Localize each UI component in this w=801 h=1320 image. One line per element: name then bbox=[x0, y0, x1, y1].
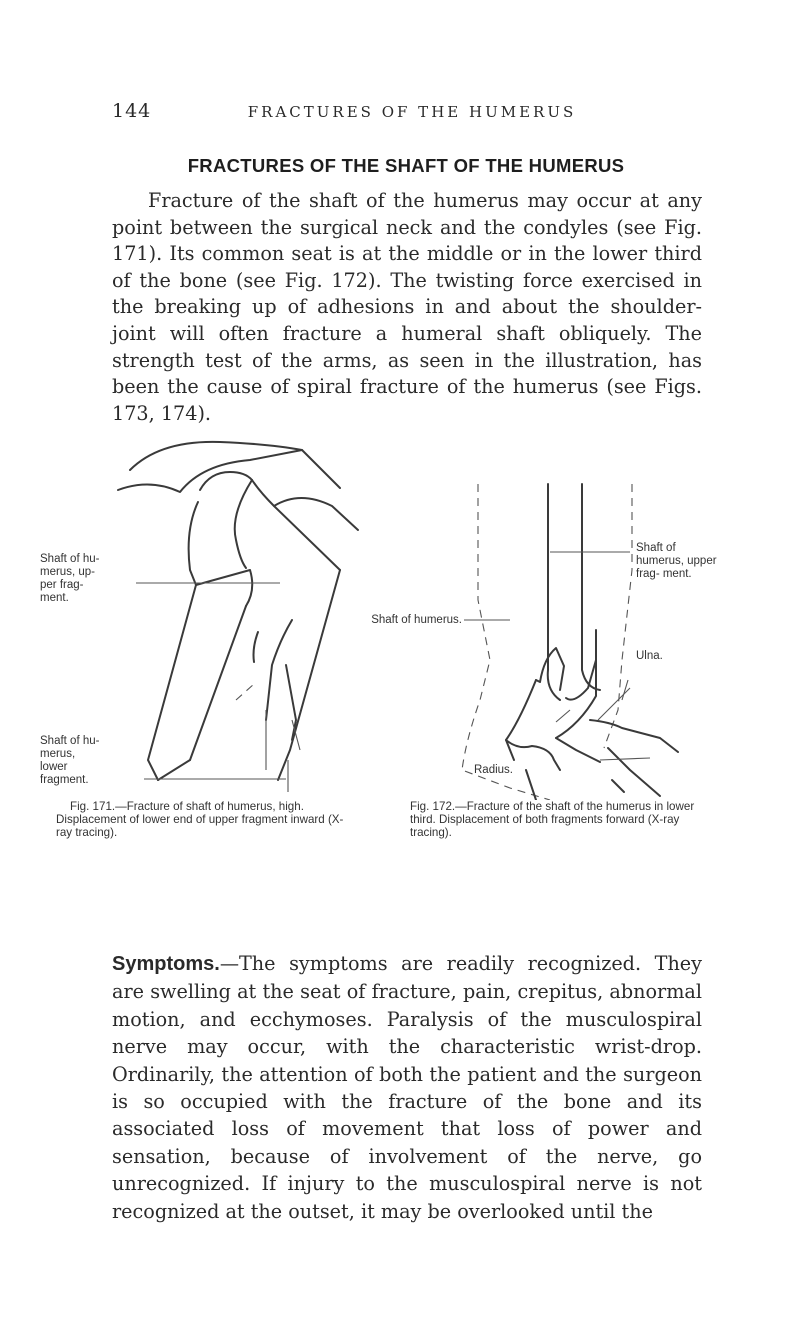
fig-172-label-shaft: Shaft of humerus. bbox=[371, 614, 462, 626]
page-number: 144 bbox=[112, 100, 152, 122]
fig-171-caption: Fig. 171.—Fracture of shaft of humerus, high. Displacement of lower end of upper fragment inward (X-ray tracing). bbox=[56, 800, 344, 840]
section-title: FRACTURES OF THE SHAFT OF THE HUMERUS bbox=[187, 155, 625, 176]
fig-171-label-lower-fragment: Shaft of hu- merus, lower fragment. bbox=[40, 735, 100, 786]
figure-171 bbox=[40, 420, 370, 800]
fig-171-label-upper-fragment: Shaft of hu- merus, up- per frag- ment. bbox=[40, 553, 100, 604]
fig-172-label-radius: Radius. bbox=[474, 764, 513, 776]
fig-172-label-upper-fragment: Shaft of humerus, upper frag- ment. bbox=[636, 542, 717, 580]
running-title: FRACTURES OF THE HUMERUS bbox=[247, 103, 577, 121]
symptoms-paragraph bbox=[112, 950, 702, 1225]
fig-172-caption: Fig. 172.—Fracture of the shaft of the humerus in lower third. Displacement of both fragments forward (X-ray tracing). bbox=[410, 800, 695, 840]
symptoms-heading: Symptoms. bbox=[112, 953, 220, 975]
symptoms-text: —The symptoms are readily recognized. They are swelling at the seat of fracture, pain, crepitus, abnormal motion, and ecchymoses. Paralysis of the musculospiral nerve may occur, with the characteristic wrist-drop. Ordinarily, the attention of both the patient and the surgeon is so occupied with the fracture of the bone and its associated loss of movement that loss of power and sensation, because of involvement of the nerve, go unrecognized. If injury to the musculospiral nerve is not recognized at the outset, it may be overlooked until the bbox=[112, 952, 702, 1223]
running-head bbox=[112, 100, 712, 130]
figure-172 bbox=[360, 420, 720, 800]
fig-172-xray-tracing bbox=[360, 420, 720, 800]
intro-paragraph: Fracture of the shaft of the humerus may occur at any point between the surgical neck and the condyles (see Fig. 171). Its common seat is at the middle or in the lower third of the bone (see Fig. 172). The twisting force exercised in the breaking up of adhesions in and about the shoulder-joint will often fracture a humeral shaft obliquely. The strength test of the arms, as seen in the illustration, has been the cause of spiral fracture of the humerus (see Figs. 173, 174). bbox=[112, 189, 702, 425]
fig-172-label-ulna: Ulna. bbox=[636, 650, 663, 662]
